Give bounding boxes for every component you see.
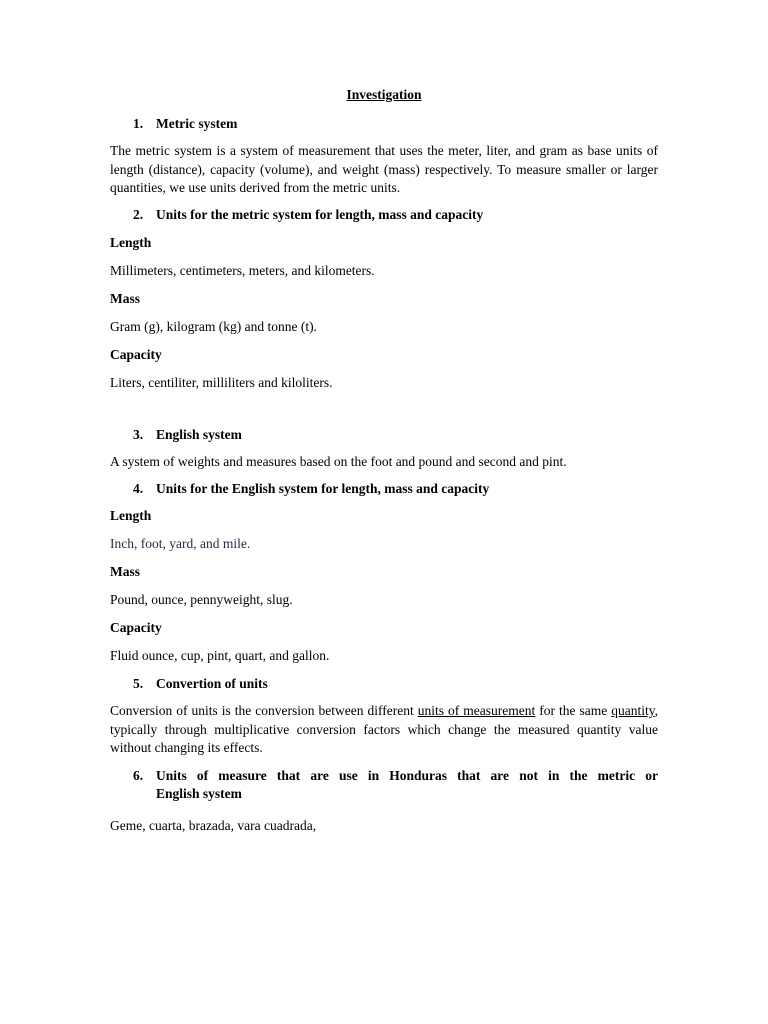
section-5-text-part-3: , typically through multiplicative conversion factors which change the measured quantity value without changing its effects. xyxy=(110,703,658,755)
section-3-paragraph: A system of weights and measures based on the foot and pound and second and pint. xyxy=(110,454,567,469)
section-2-length-text: Millimeters, centimeters, meters, and kilometers. xyxy=(110,263,375,278)
units-of-measurement-link[interactable]: units of measurement xyxy=(417,703,536,718)
section-2-heading: Units for the metric system for length, mass and capacity xyxy=(156,207,484,222)
section-4-capacity-label: Capacity xyxy=(110,620,162,635)
section-4-heading: Units for the English system for length, mass and capacity xyxy=(156,481,490,496)
section-1-number: 1. xyxy=(133,116,144,131)
section-5-text-part-2: for the same xyxy=(535,703,612,718)
quantity-link[interactable]: quantity xyxy=(611,703,655,718)
section-3-number: 3. xyxy=(133,427,144,442)
section-5-text-part-1: Conversion of units is the conversion between different xyxy=(110,703,418,718)
section-6-heading-line-2: English system xyxy=(156,786,242,801)
section-4-length-label: Length xyxy=(110,508,152,523)
section-2-capacity-label: Capacity xyxy=(110,347,162,362)
section-4-mass-label: Mass xyxy=(110,564,140,579)
section-5-heading: Convertion of units xyxy=(156,676,268,691)
section-6-number: 6. xyxy=(133,768,144,783)
section-2-length-label: Length xyxy=(110,235,152,250)
page-title: Investigation xyxy=(346,87,422,102)
section-6-heading-line-1: Units of measure that are use in Honduras that are not in the metric or xyxy=(156,768,658,783)
section-4-length-text: Inch, foot, yard, and mile. xyxy=(110,536,251,551)
section-1-heading: Metric system xyxy=(156,116,238,131)
section-2-mass-label: Mass xyxy=(110,291,140,306)
section-2-number: 2. xyxy=(133,207,144,222)
section-2-mass-text: Gram (g), kilogram (kg) and tonne (t). xyxy=(110,319,317,334)
section-2-capacity-text: Liters, centiliter, milliliters and kiloliters. xyxy=(110,375,333,390)
section-5-number: 5. xyxy=(133,676,144,691)
section-6-paragraph: Geme, cuarta, brazada, vara cuadrada, xyxy=(110,818,317,833)
section-1-paragraph: The metric system is a system of measurement that uses the meter, liter, and gram as base units of length (distance), capacity (volume), and weight (mass) respectively. To measure smaller or larger quantities, we use units derived from the metric units. xyxy=(110,143,658,195)
section-3-heading: English system xyxy=(156,427,242,442)
section-5-paragraph xyxy=(110,702,658,758)
section-4-capacity-text: Fluid ounce, cup, pint, quart, and gallon. xyxy=(110,648,330,663)
section-4-mass-text: Pound, ounce, pennyweight, slug. xyxy=(110,592,293,607)
section-4-number: 4. xyxy=(133,481,144,496)
